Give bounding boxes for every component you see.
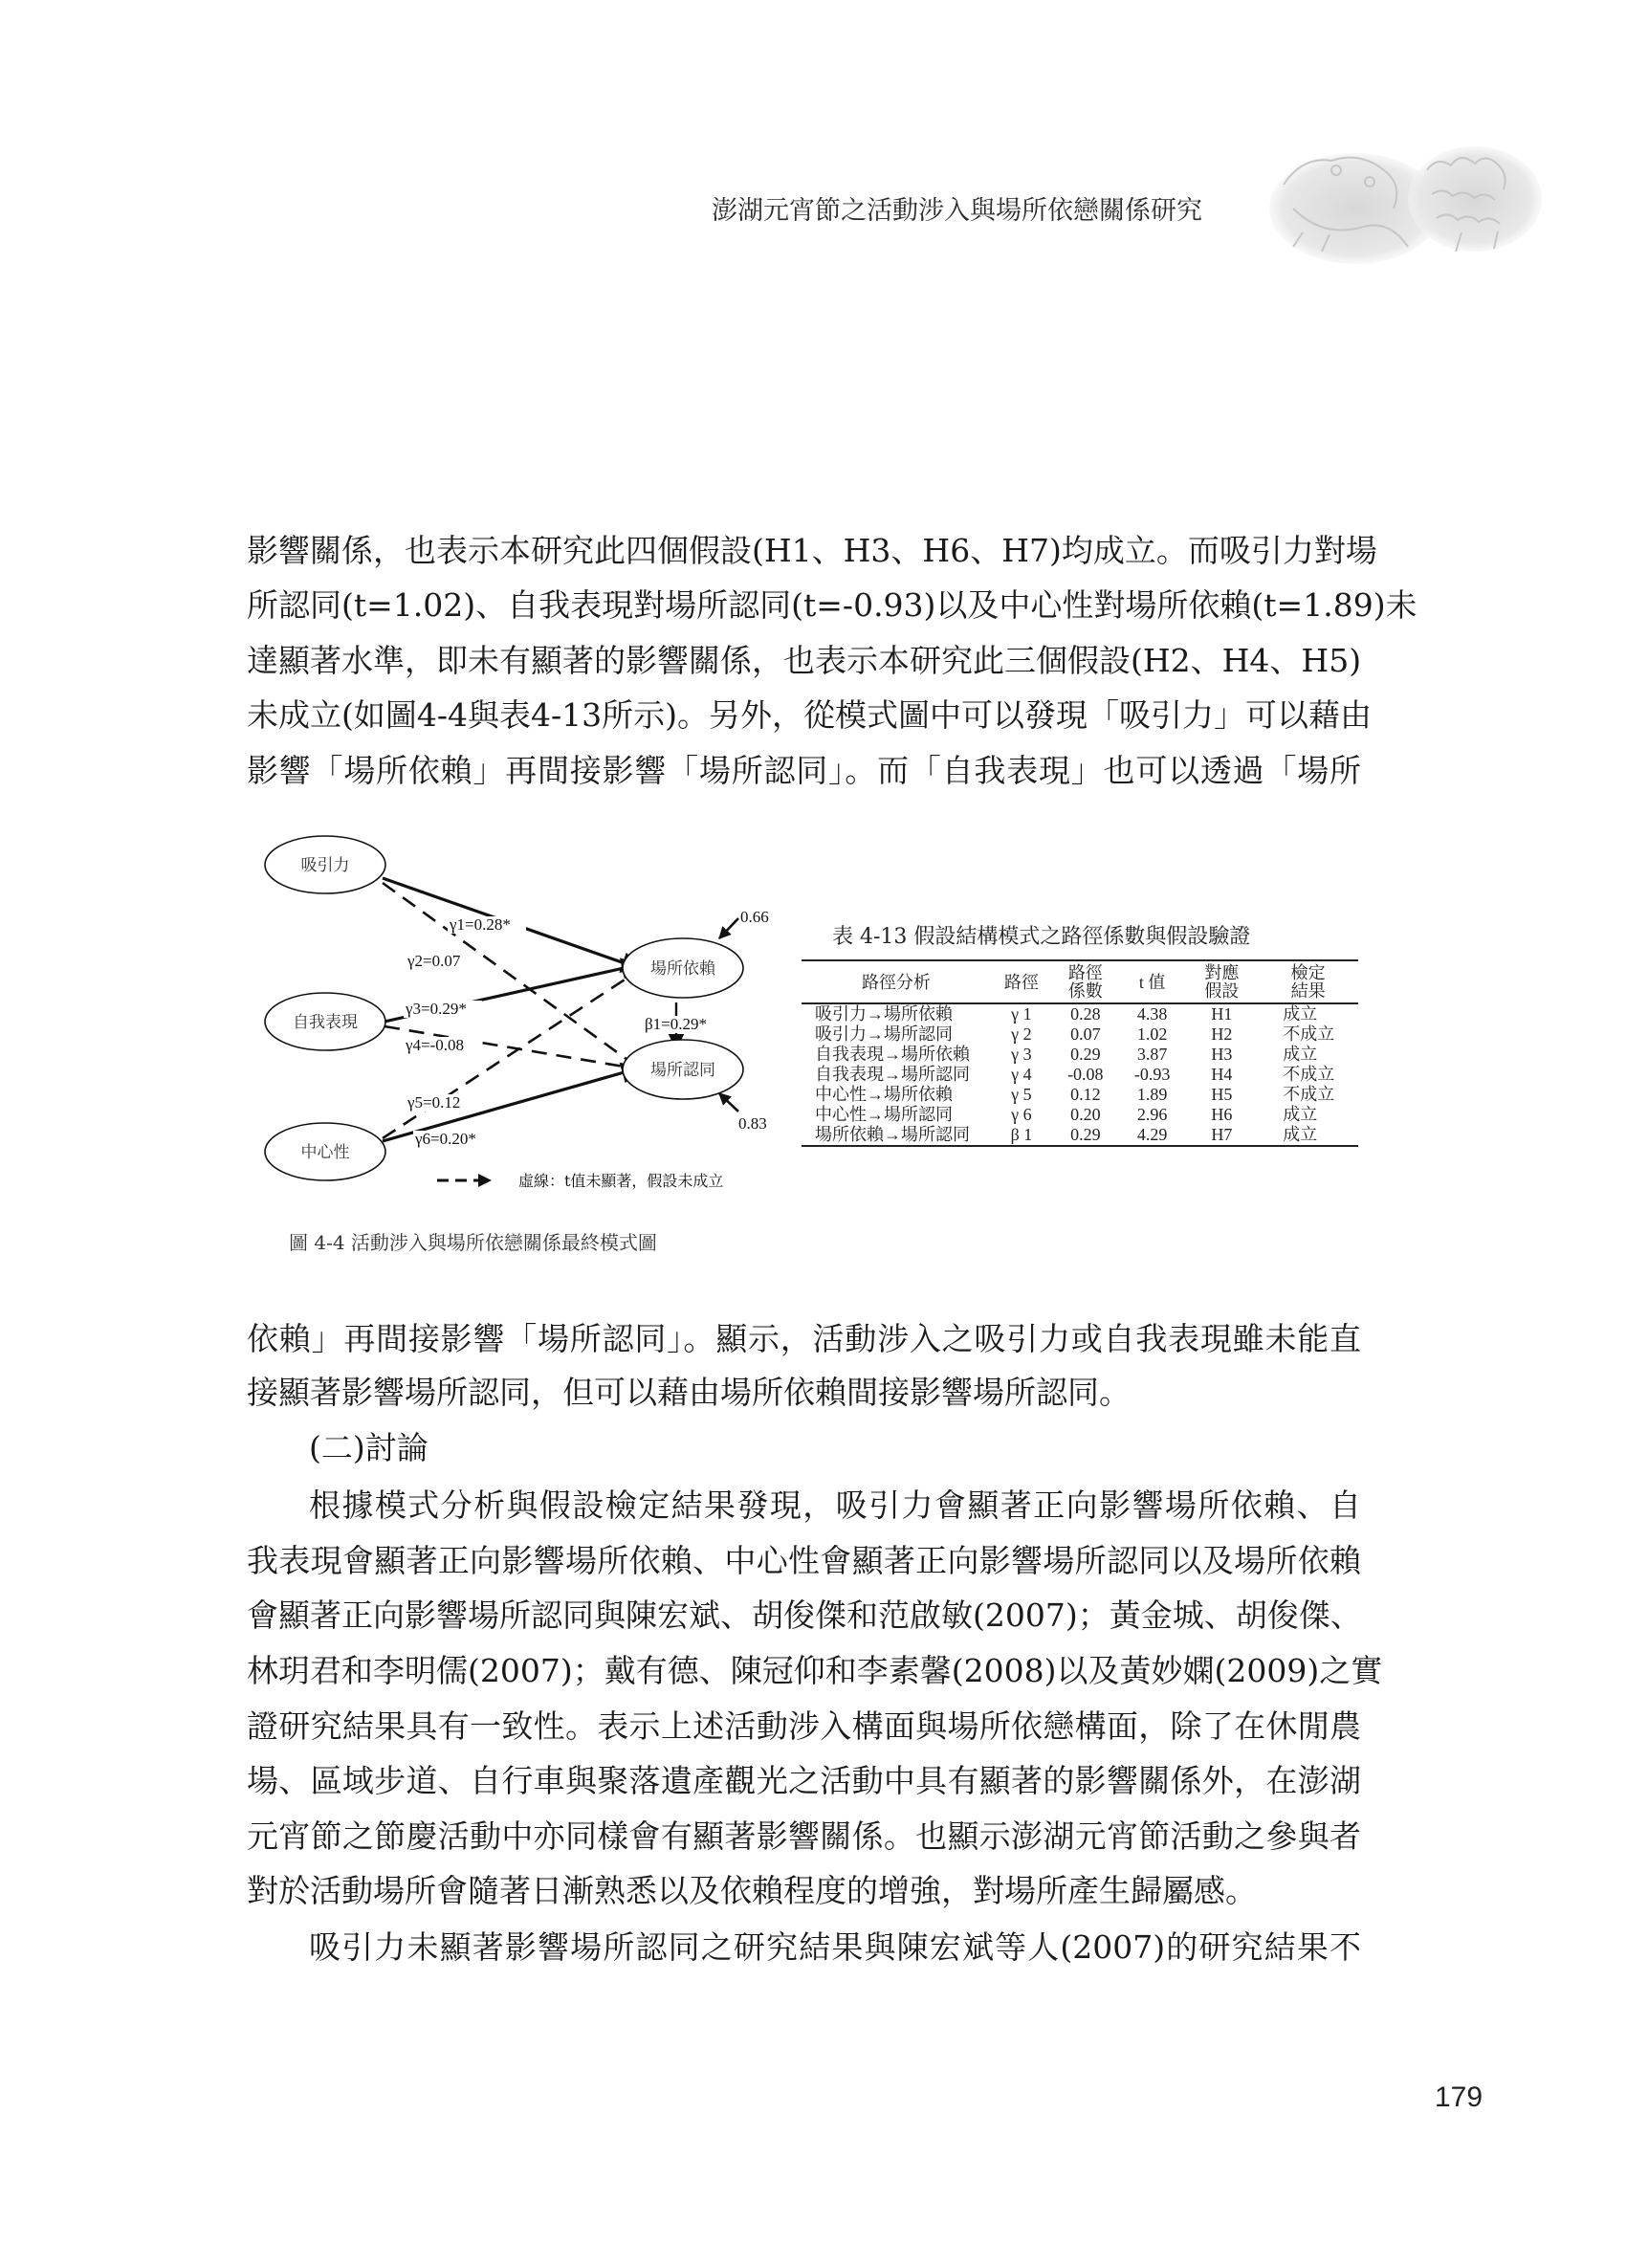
- table-header-row: [802, 960, 1358, 1003]
- table-row: [802, 1125, 1358, 1146]
- node-label-place-identity: 場所認同: [650, 1061, 715, 1080]
- cell-path: γ 1: [1011, 1004, 1032, 1024]
- path-label-g1: γ1=0.28*: [450, 915, 511, 934]
- col-header-result: 檢定 結果: [1258, 960, 1358, 1003]
- cell-path: γ 6: [1011, 1105, 1032, 1124]
- cell-result: 不成立: [1283, 1065, 1335, 1084]
- table-row: [802, 1024, 1358, 1045]
- table-row: [802, 1065, 1358, 1085]
- cell-hypothesis: H5: [1211, 1085, 1233, 1104]
- path-label-g2: γ2=0.07: [407, 952, 461, 970]
- cell-coefficient: 0.07: [1070, 1024, 1101, 1044]
- cell-coefficient: -0.08: [1067, 1065, 1104, 1084]
- legend-arrow-icon: [478, 1174, 492, 1187]
- body-line: 依賴」再間接影響「場所認同」。顯示，活動涉入之吸引力或自我表現雖未能直: [247, 1320, 1361, 1357]
- path-label-g4: γ4=-0.08: [406, 1036, 465, 1054]
- body-line: 影響「場所依賴」再間接影響「場所認同」。而「自我表現」也可以透過「場所: [247, 752, 1361, 789]
- cell-result: 成立: [1258, 1125, 1358, 1146]
- results-table: [802, 959, 1358, 1147]
- col-header-path: 路徑: [991, 960, 1052, 1003]
- cell-coefficient: 0.28: [1070, 1004, 1101, 1024]
- cell-coefficient: 0.29: [1070, 1045, 1101, 1064]
- residual-arrow-dependence: [719, 918, 738, 938]
- path-label-g3: γ3=0.29*: [406, 1000, 467, 1018]
- node-label-attraction: 吸引力: [300, 856, 350, 875]
- cell-path: γ 4: [1011, 1065, 1032, 1084]
- cell-path-analysis: 中心性→場所依賴: [815, 1085, 953, 1104]
- body-line: 接顯著影響場所認同，但可以藉由場所依賴間接影響場所認同。: [247, 1374, 1131, 1411]
- cell-hypothesis: H3: [1211, 1045, 1233, 1064]
- cell-hypothesis: H2: [1211, 1024, 1233, 1044]
- table-row: [802, 1085, 1358, 1105]
- discussion-line: 根據模式分析與假設檢定結果發現，吸引力會顯著正向影響場所依賴、自: [309, 1486, 1361, 1524]
- cell-result: 成立: [1283, 1045, 1318, 1064]
- cell-path-analysis: 吸引力→場所認同: [815, 1024, 953, 1044]
- cell-path-analysis: 吸引力→場所依賴: [815, 1004, 953, 1024]
- body-line: 達顯著水準，即未有顯著的影響關係，也表示本研究此三個假設(H2、H4、H5): [247, 642, 1362, 679]
- cell-path-analysis: 自我表現→場所認同: [815, 1065, 970, 1084]
- discussion-line: 我表現會顯著正向影響場所依賴、中心性會顯著正向影響場所認同以及場所依賴: [247, 1542, 1361, 1579]
- node-label-self-expression: 自我表現: [293, 1013, 358, 1032]
- cell-result: 成立: [1283, 1105, 1318, 1124]
- cell-t-value: 3.87: [1136, 1045, 1168, 1064]
- cell-path: β 1: [991, 1125, 1052, 1146]
- cell-coefficient: 0.12: [1070, 1085, 1101, 1104]
- discussion-line: 證研究結果具有一致性。表示上述活動涉入構面與場所依戀構面，除了在休閒農: [247, 1707, 1361, 1745]
- cell-hypothesis: H6: [1211, 1105, 1233, 1124]
- legend-text: 虛線：t值未顯著，假設未成立: [518, 1172, 724, 1190]
- residual-arrow-identity: [719, 1093, 738, 1112]
- path-label-b1: β1=0.29*: [645, 1015, 707, 1033]
- cell-hypothesis: H4: [1211, 1065, 1233, 1084]
- cell-coefficient: 0.20: [1070, 1105, 1101, 1124]
- cell-path-analysis: 中心性→場所認同: [815, 1105, 953, 1124]
- page-number: 179: [1435, 2081, 1483, 2113]
- running-title: 澎湖元宵節之活動涉入與場所依戀關係研究: [712, 196, 1202, 226]
- legend: [437, 1172, 723, 1190]
- cell-t-value: -0.93: [1133, 1065, 1171, 1084]
- col-header-t-value: t 值: [1119, 960, 1186, 1003]
- cell-result: 成立: [1283, 1004, 1318, 1024]
- cell-t-value: 4.29: [1119, 1125, 1186, 1146]
- path-model-diagram: [241, 830, 796, 1194]
- body-line: 未成立(如圖4-4與表4-13所示)。另外，從模式圖中可以發現「吸引力」可以藉由: [247, 696, 1373, 734]
- table-title: 表 4-13 假設結構模式之路徑係數與假設驗證: [832, 925, 1251, 949]
- residual-dependence: 0.66: [740, 908, 769, 926]
- cell-t-value: 4.38: [1136, 1004, 1168, 1024]
- discussion-line: 會顯著正向影響場所認同與陳宏斌、胡俊傑和范啟敏(2007)；黃金城、胡俊傑、: [247, 1596, 1362, 1634]
- discussion-line: 林玥君和李明儒(2007)；戴有德、陳冠仰和李素馨(2008)以及黃妙嫻(2009)之實: [247, 1652, 1383, 1689]
- cell-path: γ 5: [1011, 1085, 1032, 1104]
- section-heading: (二)討論: [309, 1429, 428, 1466]
- cell-hypothesis: H7: [1186, 1125, 1259, 1146]
- discussion-line: 元宵節之節慶活動中亦同樣會有顯著影響關係。也顯示澎湖元宵節活動之參與者: [247, 1817, 1361, 1855]
- cell-path-analysis: 場所依賴→場所認同: [802, 1125, 991, 1146]
- cell-t-value: 2.96: [1136, 1105, 1168, 1124]
- body-line: 吸引力未顯著影響場所認同之研究結果與陳宏斌等人(2007)的研究結果不: [309, 1928, 1361, 1966]
- path-label-g5: γ5=0.12: [407, 1093, 461, 1112]
- path-label-g6: γ6=0.20*: [415, 1130, 476, 1148]
- discussion-line: 場、區域步道、自行車與聚落遺產觀光之活動中具有顯著的影響關係外，在澎湖: [247, 1762, 1361, 1799]
- cell-t-value: 1.89: [1136, 1085, 1168, 1104]
- col-header-path-analysis: 路徑分析: [802, 960, 991, 1003]
- residual-identity: 0.83: [738, 1114, 767, 1133]
- cell-t-value: 1.02: [1136, 1024, 1168, 1044]
- node-label-centrality: 中心性: [300, 1143, 350, 1162]
- body-line: 所認同(t=1.02)、自我表現對場所認同(t=-0.93)以及中心性對場所依賴(t=1.89)未: [247, 586, 1417, 624]
- cell-result: 不成立: [1283, 1024, 1335, 1044]
- cell-path-analysis: 自我表現→場所依賴: [815, 1045, 970, 1064]
- figure-caption: 圖 4-4 活動涉入與場所依戀關係最終模式圖: [289, 1231, 657, 1254]
- cell-path: γ 3: [1011, 1045, 1032, 1064]
- results-table-block: [802, 920, 1366, 1147]
- cell-coefficient: 0.29: [1052, 1125, 1119, 1146]
- col-header-coefficient: 路徑 係數: [1052, 960, 1119, 1003]
- table-row: [802, 1045, 1358, 1065]
- table-row: [802, 1105, 1358, 1125]
- col-header-hypothesis: 對應 假設: [1186, 960, 1259, 1003]
- cell-hypothesis: H1: [1211, 1004, 1233, 1024]
- body-line: 影響關係，也表示本研究此四個假設(H1、H3、H6、H7)均成立。而吸引力對場: [247, 532, 1377, 569]
- cell-result: 不成立: [1283, 1085, 1335, 1104]
- node-label-place-dependence: 場所依賴: [650, 959, 715, 979]
- table-row: [802, 1003, 1358, 1024]
- cell-path: γ 2: [1011, 1024, 1032, 1044]
- stone-lion-illustration: [1264, 142, 1542, 266]
- discussion-line: 對於活動場所會隨著日漸熟悉以及依賴程度的增強，對場所產生歸屬感。: [247, 1872, 1257, 1909]
